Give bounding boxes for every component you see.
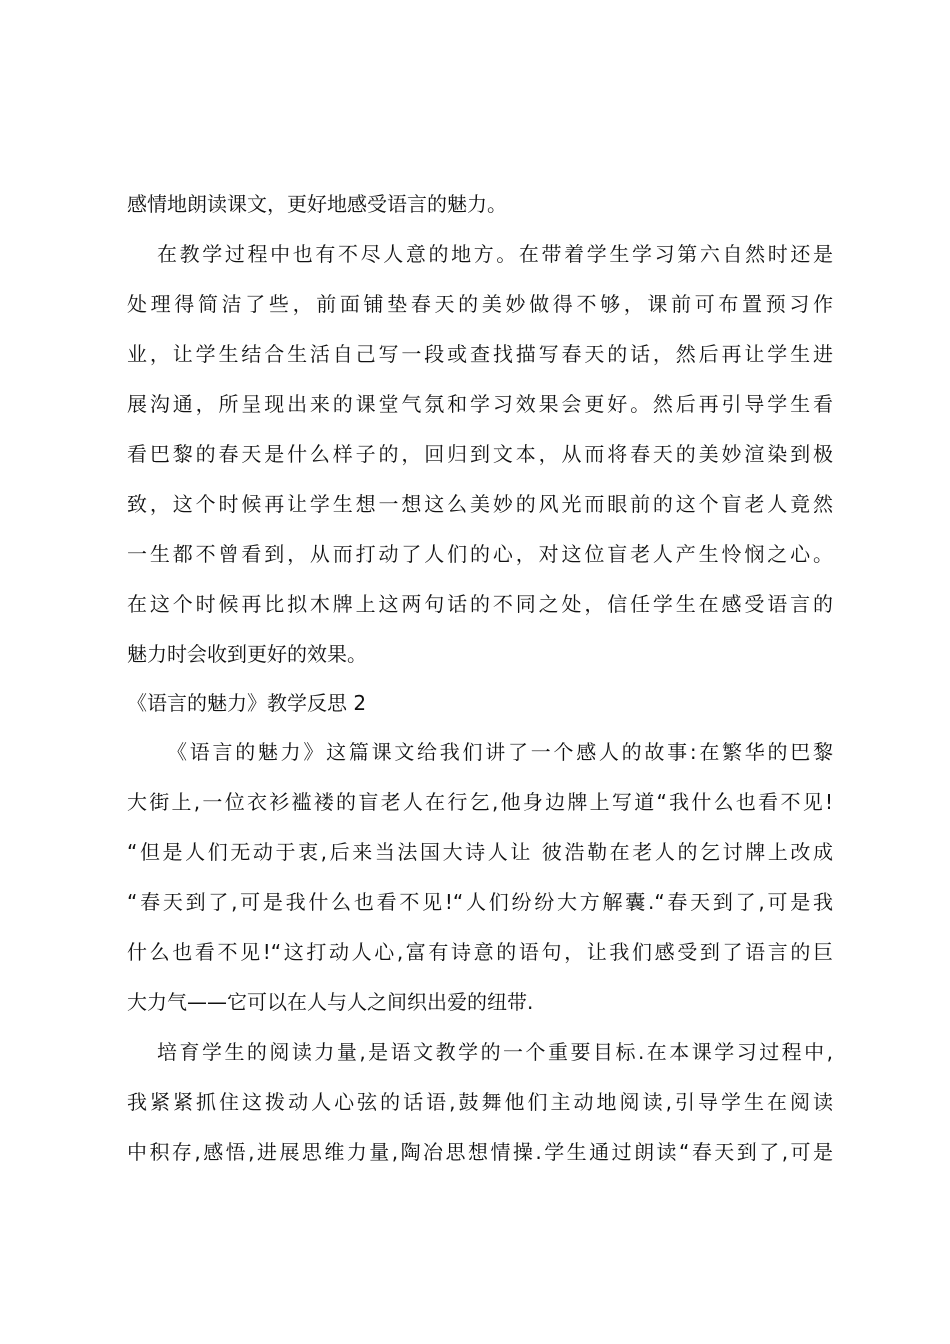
paragraph-line: 魅力时会收到更好的效果。 [127,642,367,666]
paragraph-line: 培育学生的阅读力量,是语文教学的一个重要目标.在本课学习过程中, [157,1040,833,1064]
paragraph-line: “但是人们无动于衷,后来当法国大诗人让 彼浩勒在老人的乞讨牌上改成 [127,840,833,864]
paragraph-line: 致，这个时候再让学生想一想这么美妙的风光而眼前的这个盲老人竟然 [127,492,833,516]
paragraph-line: 我紧紧抓住这拨动人心弦的话语,鼓舞他们主动地阅读,引导学生在阅读 [127,1090,833,1114]
paragraph-line: 大力气——它可以在人与人之间织出爱的纽带. [127,990,534,1014]
paragraph-line: 在这个时候再比拟木牌上这两句话的不同之处，信任学生在感受语言的 [127,592,833,616]
paragraph-line: 在教学过程中也有不尽人意的地方。在带着学生学习第六自然时还是 [157,242,833,266]
paragraph-line: 一生都不曾看到，从而打动了人们的心，对这位盲老人产生怜悯之心。 [127,542,833,566]
paragraph-line: 大街上,一位衣衫褴褛的盲老人在行乞,他身边牌上写道“我什么也看不见! [127,790,833,814]
paragraph-line: 处理得简洁了些，前面铺垫春天的美妙做得不够，课前可布置预习作 [127,292,833,316]
paragraph-line: 展沟通，所呈现出来的课堂气氛和学习效果会更好。然后再引导学生看 [127,392,833,416]
paragraph-line: 《语言的魅力》这篇课文给我们讲了一个感人的故事:在繁华的巴黎 [167,740,833,764]
section-heading: 《语言的魅力》教学反思 2 [127,691,367,715]
paragraph-line: 感情地朗读课文，更好地感受语言的魅力。 [127,192,507,216]
paragraph-line: “春天到了,可是我什么也看不见!“人们纷纷大方解囊.“春天到了,可是我 [127,890,833,914]
paragraph-line: 什么也看不见!“这打动人心,富有诗意的语句，让我们感受到了语言的巨 [127,940,833,964]
paragraph-line: 看巴黎的春天是什么样子的，回归到文本，从而将春天的美妙渲染到极 [127,442,833,466]
paragraph-line: 业，让学生结合生活自己写一段或查找描写春天的话，然后再让学生进 [127,342,833,366]
paragraph-line: 中积存,感悟,进展思维力量,陶冶思想情操.学生通过朗读“春天到了,可是 [127,1140,833,1164]
